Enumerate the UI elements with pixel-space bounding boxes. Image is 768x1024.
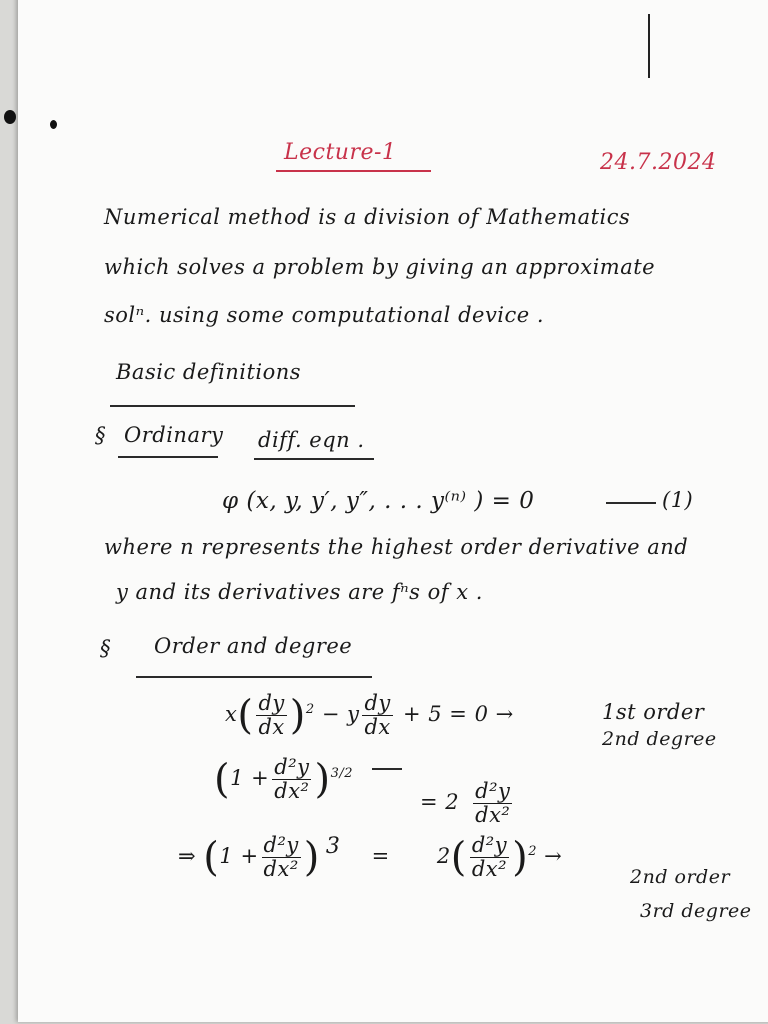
ex3-fraction: $\frac{\text{d²y}}{\text{dx²}}$	[263, 833, 299, 882]
ex1-arrow: →	[495, 702, 514, 727]
paren-close: )	[314, 756, 331, 803]
punch-mark-1	[4, 110, 16, 124]
ex3-rhs-exponent: 2	[528, 844, 537, 860]
order-degree-underline	[136, 676, 372, 678]
ex2-exp-dash	[372, 768, 402, 770]
ex3-exponent: 3	[325, 834, 341, 860]
basic-definitions-heading: Basic definitions	[116, 360, 302, 384]
intro-line-3: solⁿ. using some computational device .	[104, 303, 545, 327]
pen-stroke-mark	[648, 14, 650, 78]
intro-line-1: Numerical method is a division of Mathematics	[104, 205, 631, 229]
lecture-title: Lecture-1	[284, 140, 397, 165]
lecture-date: 24.7.2024	[600, 150, 717, 175]
basic-definitions-underline	[110, 405, 355, 407]
ex3-result-degree: 3rd degree	[640, 900, 752, 922]
title-underline	[276, 170, 431, 172]
order-section-symbol: §	[100, 636, 111, 660]
ex1-result-degree: 2nd degree	[602, 728, 717, 750]
ex3-coef: 2	[436, 844, 451, 869]
ode-note-line-1: where n represents the highest order derivative and	[104, 535, 689, 559]
paren-close: )	[289, 692, 306, 739]
ex2-fraction: $\frac{\text{d²y}}{\text{dx²}}$	[274, 755, 310, 804]
ex1-fraction-2: $\frac{dy}{dx}$	[364, 691, 391, 740]
paren-open: (	[450, 834, 467, 881]
ex3-eq: =	[371, 844, 390, 869]
ex1-fraction: $\frac{dy}{dx}$	[258, 691, 285, 740]
ex2-rhs-fraction: $\frac{\text{d²y}}{\text{dx²}}$	[475, 779, 511, 828]
example-2-equation	[214, 756, 353, 803]
ode-section-symbol: §	[95, 423, 106, 447]
ex1-result-order: 1st order	[602, 700, 705, 724]
paren-open: (	[237, 692, 254, 739]
example-3-equation	[178, 834, 562, 881]
ex2-pre: 1 +	[230, 766, 270, 791]
ex1-mid: − y	[321, 702, 360, 727]
example-2-rhs	[420, 780, 515, 827]
paren-close: )	[303, 834, 320, 881]
ode-heading-underline	[118, 456, 218, 458]
ex1-rest: + 5 = 0	[402, 702, 489, 727]
ex2-exponent: 3/2	[330, 766, 354, 782]
ex3-pre: 1 +	[219, 844, 259, 869]
ex1-x: x	[225, 702, 238, 727]
ode-heading-2: diff. eqn .	[258, 428, 365, 452]
ode-eq-dash	[606, 502, 656, 504]
ex2-eq: = 2	[420, 790, 460, 815]
paren-open: (	[203, 834, 220, 881]
order-degree-heading: Order and degree	[154, 634, 353, 658]
ode-heading-2-underline	[254, 458, 374, 460]
ode-note-line-2: y and its derivatives are fⁿs of x .	[116, 580, 483, 604]
ex3-result-order: 2nd order	[630, 866, 731, 888]
ex1-exponent: 2	[305, 702, 315, 718]
ode-equation-number: (1)	[662, 488, 694, 512]
example-1-equation	[225, 692, 514, 739]
paren-close: )	[512, 834, 529, 881]
paren-open: (	[214, 756, 231, 803]
punch-mark-2	[50, 120, 57, 129]
ex3-arrow: →	[544, 844, 563, 869]
intro-line-2: which solves a problem by giving an approximate	[104, 255, 656, 279]
ode-heading: Ordinary	[124, 423, 224, 447]
ex3-implies: ⇒	[178, 844, 197, 869]
ex3-rhs-fraction: $\frac{\text{d²y}}{\text{dx²}}$	[471, 833, 508, 882]
ode-equation: φ (x, y, y′, y″, . . . y⁽ⁿ⁾ ) = 0	[222, 488, 535, 514]
